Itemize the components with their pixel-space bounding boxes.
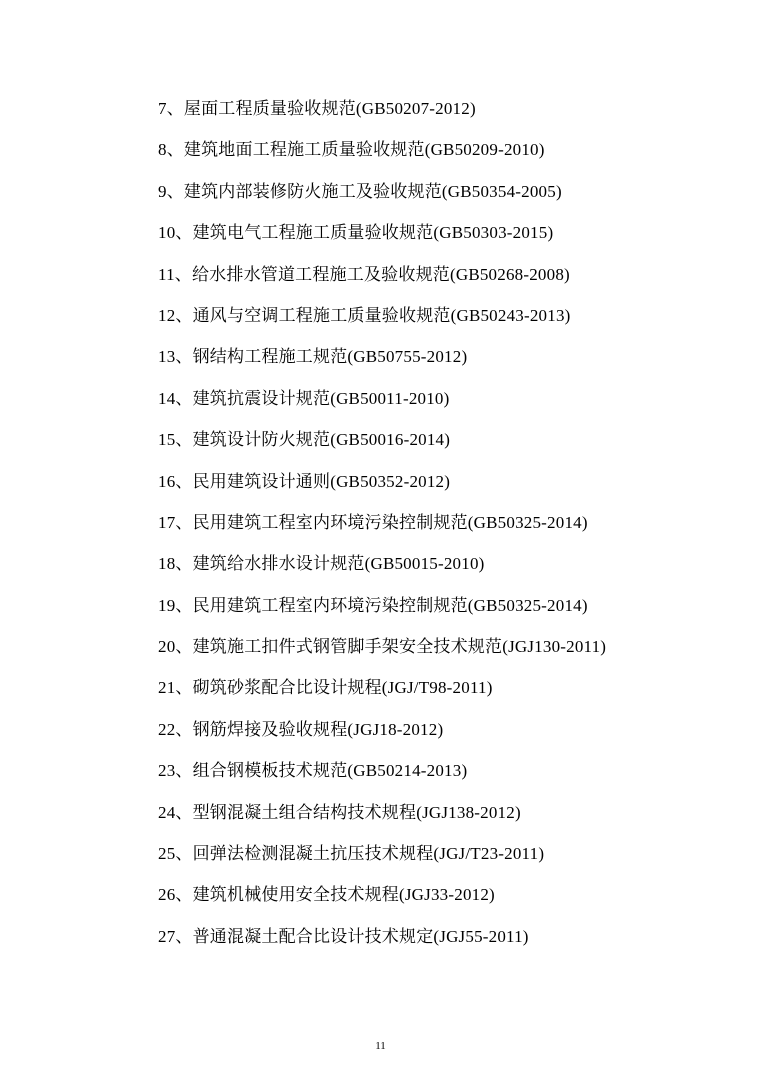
item-number: 12、 (158, 305, 193, 325)
item-text: 建筑机械使用安全技术规程(JGJ33-2012) (192, 885, 495, 905)
item-number: 17、 (158, 512, 193, 532)
list-item (158, 882, 606, 923)
item-text: 建筑地面工程施工质量验收规范(GB50209-2010) (183, 140, 545, 160)
item-number: 9、 (158, 181, 184, 201)
item-number: 22、 (158, 719, 193, 739)
list-item (158, 344, 606, 385)
list-item (158, 551, 606, 592)
item-text: 建筑电气工程施工质量验收规范(GB50303-2015) (192, 223, 554, 243)
standards-list (158, 96, 606, 965)
item-number: 11、 (158, 264, 192, 284)
list-item (158, 386, 606, 427)
item-number: 24、 (158, 802, 193, 822)
item-number: 20、 (158, 637, 193, 657)
item-text: 型钢混凝土组合结构技术规程(JGJ138-2012) (192, 802, 521, 822)
list-item (158, 137, 606, 178)
item-number: 15、 (158, 430, 193, 450)
item-text: 建筑给水排水设计规范(GB50015-2010) (192, 554, 485, 574)
item-number: 7、 (158, 99, 184, 118)
list-item (158, 220, 606, 261)
item-number: 16、 (158, 471, 193, 491)
list-item (158, 800, 606, 841)
item-text: 建筑抗震设计规范(GB50011-2010) (192, 388, 450, 408)
list-item (158, 303, 606, 344)
list-item (158, 593, 606, 634)
item-number: 27、 (158, 926, 193, 946)
list-item (158, 262, 606, 303)
item-text: 钢结构工程施工规范(GB50755-2012) (192, 347, 468, 367)
item-text: 钢筋焊接及验收规程(JGJ18-2012) (192, 719, 444, 739)
page-number: 11 (375, 1040, 386, 1052)
list-item (158, 634, 606, 675)
list-item (158, 427, 606, 468)
item-number: 10、 (158, 223, 193, 243)
item-text: 普通混凝土配合比设计技术规定(JGJ55-2011) (192, 926, 529, 946)
item-text: 民用建筑设计通则(GB50352-2012) (192, 471, 451, 491)
item-text: 组合钢模板技术规范(GB50214-2013) (192, 761, 468, 781)
list-item (158, 96, 606, 137)
list-item (158, 675, 606, 716)
item-text: 屋面工程质量验收规范(GB50207-2012) (183, 99, 476, 118)
item-number: 25、 (158, 844, 193, 864)
item-text: 建筑设计防火规范(GB50016-2014) (192, 430, 451, 450)
item-text: 建筑内部装修防火施工及验收规范(GB50354-2005) (183, 181, 562, 201)
item-number: 8、 (158, 140, 184, 160)
item-number: 26、 (158, 885, 193, 905)
item-text: 给水排水管道工程施工及验收规范(GB50268-2008) (191, 264, 570, 284)
item-text: 通风与空调工程施工质量验收规范(GB50243-2013) (192, 305, 571, 325)
list-item (158, 717, 606, 758)
item-text: 民用建筑工程室内环境污染控制规范(GB50325-2014) (192, 595, 588, 615)
list-item (158, 469, 606, 510)
list-item (158, 179, 606, 220)
item-number: 19、 (158, 595, 193, 615)
list-item (158, 758, 606, 799)
item-number: 18、 (158, 554, 193, 574)
item-text: 民用建筑工程室内环境污染控制规范(GB50325-2014) (192, 512, 588, 532)
item-text: 砌筑砂浆配合比设计规程(JGJ/T98-2011) (192, 678, 493, 698)
list-item (158, 841, 606, 882)
item-number: 21、 (158, 678, 193, 698)
item-number: 13、 (158, 347, 193, 367)
list-item (158, 510, 606, 551)
item-text: 建筑施工扣件式钢管脚手架安全技术规范(JGJ130-2011) (192, 637, 607, 657)
list-item (158, 924, 606, 965)
item-text: 回弹法检测混凝土抗压技术规程(JGJ/T23-2011) (192, 844, 545, 864)
item-number: 23、 (158, 761, 193, 781)
item-number: 14、 (158, 388, 193, 408)
